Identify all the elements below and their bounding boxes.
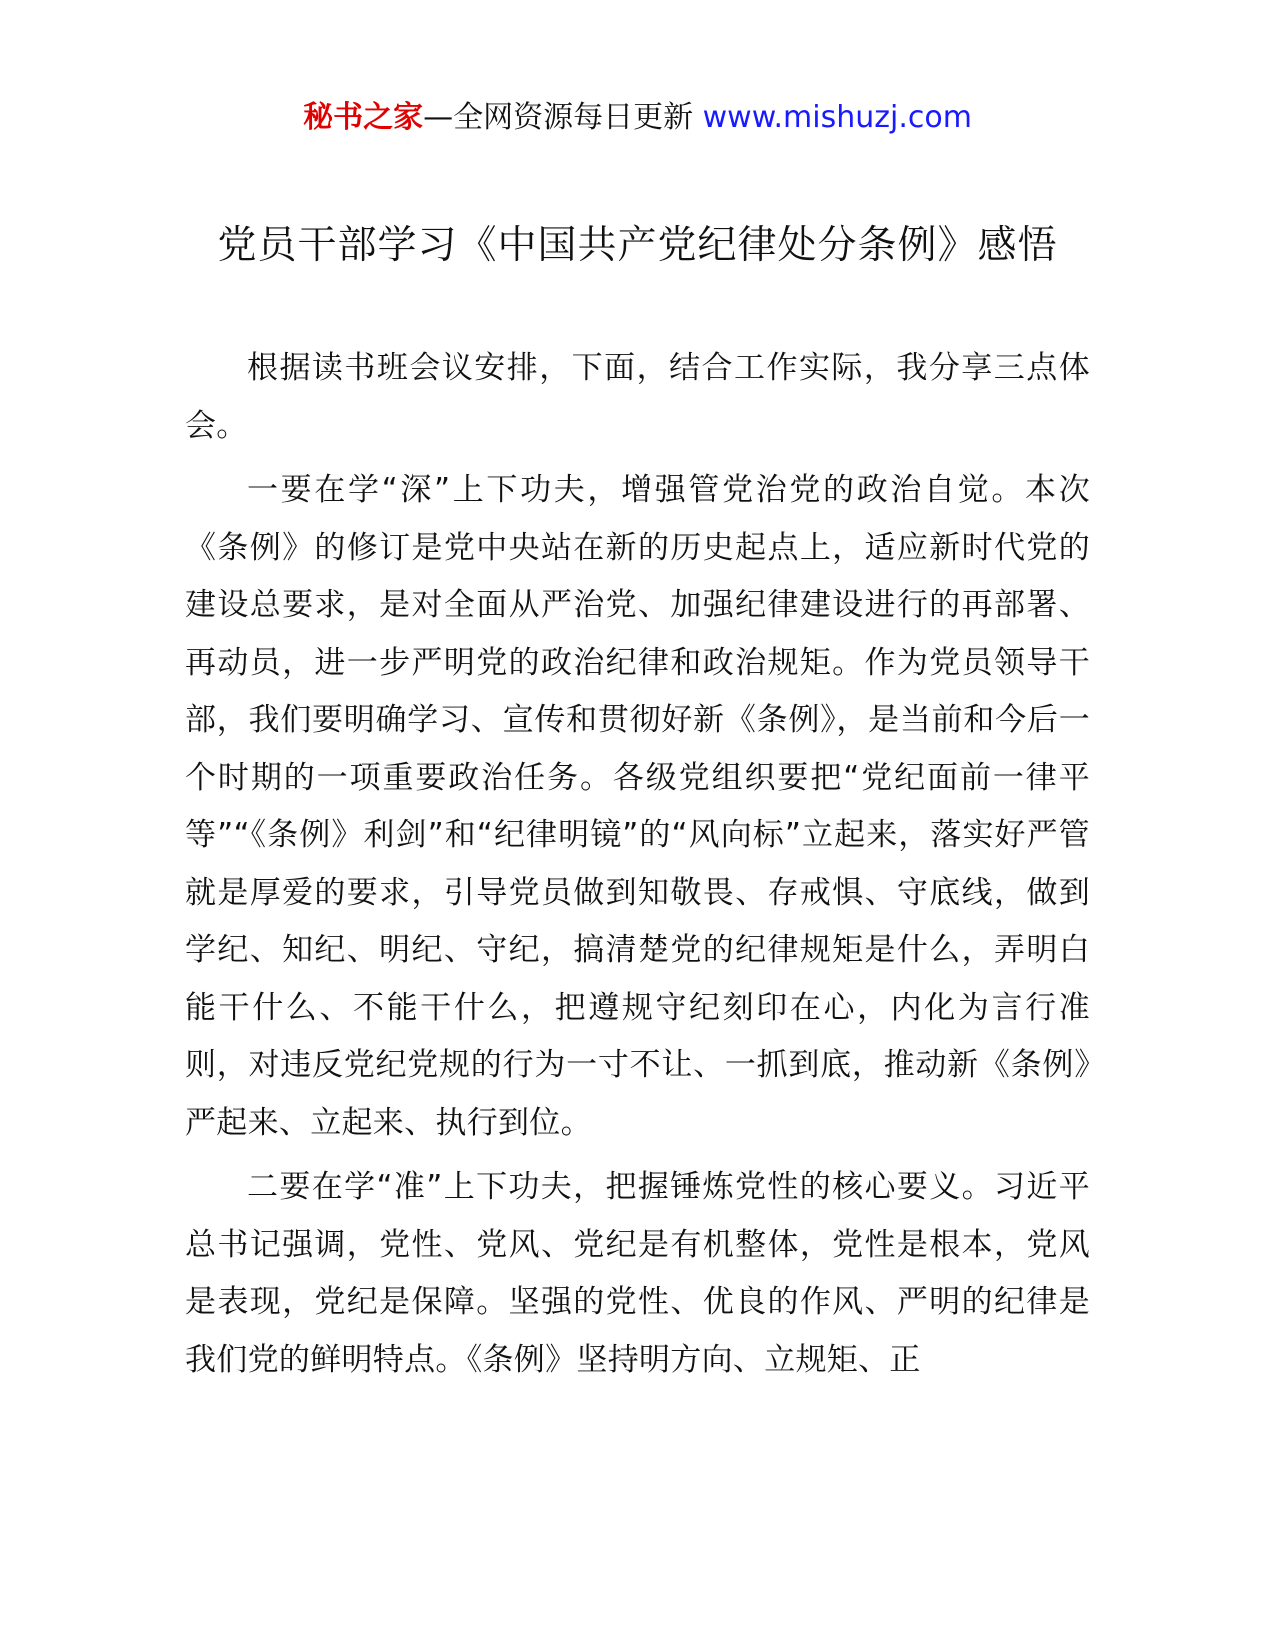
paragraph-point-two: 二要在学“准”上下功夫，把握锤炼党性的核心要义。习近平总书记强调，党性、党风、党纪是有机整体，党性是根本，党风是表现，党纪是保障。坚强的党性、优良的作风、严明的纪律是我们党的鲜明特点。《条例》坚持明方向、立规矩、正 <box>185 1169 1090 1378</box>
document-title: 党员干部学习《中国共产党纪律处分条例》感悟 <box>217 223 1058 268</box>
site-header <box>0 98 1275 138</box>
site-brand: 秘书之家 <box>303 100 424 135</box>
site-url-link[interactable]: www.mishuzj.com <box>702 100 972 135</box>
paragraph-intro: 根据读书班会议安排，下面，结合工作实际，我分享三点体会。 <box>185 350 1090 444</box>
document-body <box>185 340 1090 1396</box>
paragraph-point-one: 一要在学“深”上下功夫，增强管党治党的政治自觉。本次《条例》的修订是党中央站在新的历史起点上，适应新时代党的建设总要求，是对全面从严治党、加强纪律建设进行的再部署、再动员，进一步严明党的政治纪律和政治规矩。作为党员领导干部，我们要明确学习、宣传和贯彻好新《条例》，是当前和今后一个时期的一项重要政治任务。各级党组织要把“党纪面前一律平等”“《条例》利剑”和“纪律明镜”的“风向标”立起来，落实好严管就是厚爱的要求，引导党员做到知敬畏、存戒惧、守底线，做到学纪、知纪、明纪、守纪，搞清楚党的纪律规矩是什么，弄明白能干什么、不能干什么，把遵规守纪刻印在心，内化为言行准则，对违反党纪党规的行为一寸不让、一抓到底，推动新《条例》严起来、立起来、执行到位。 <box>185 472 1090 1141</box>
site-tagline: —全网资源每日更新 <box>423 100 703 135</box>
